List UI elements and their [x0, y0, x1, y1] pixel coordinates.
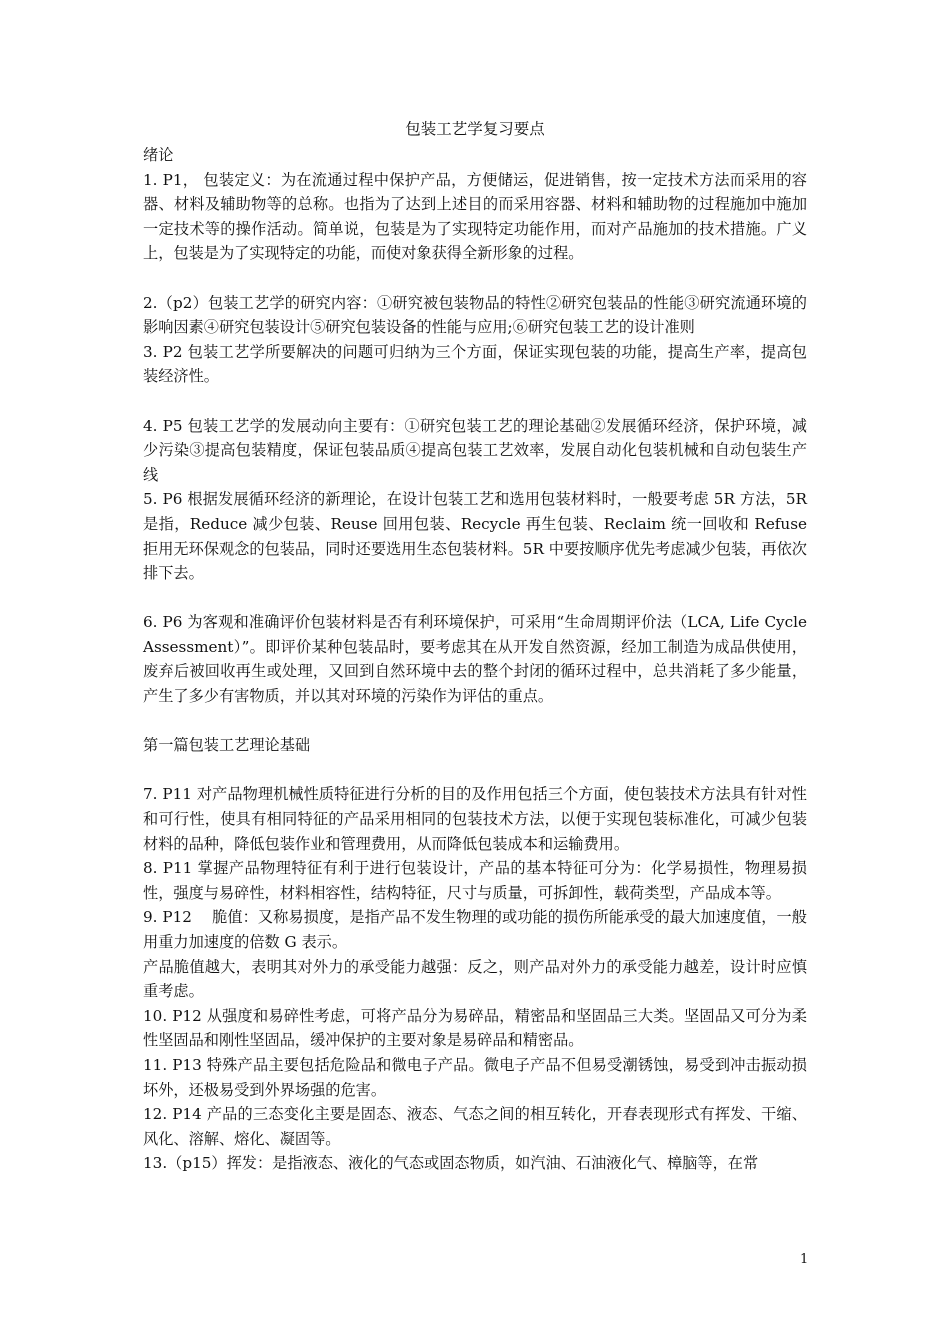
- paragraph: 3. P2 包装工艺学所要解决的问题可归纳为三个方面，保证实现包装的功能，提高生产率，提高包装经济性。: [143, 342, 807, 386]
- paragraph: 产品脆值越大，表明其对外力的承受能力越强：反之，则产品对外力的承受能力越差，设计时应慎重考虑。: [143, 957, 807, 1001]
- paragraph: 7. P11 对产品物理机械性质特征进行分析的目的及作用包括三个方面，使包装技术方法具有针对性和可行性，使具有相同特征的产品采用相同的包装技术方法，以便于实现包装标准化，可减少包装材料的品种，降低包装作业和管理费用，从而降低包装成本和运输费用。: [143, 785, 807, 853]
- paragraph: 11. P13 特殊产品主要包括危险品和微电子产品。微电子产品不但易受潮锈蚀，易受到冲击振动损坏外，还极易受到外界场强的危害。: [143, 1055, 807, 1099]
- paragraph-spacer: [143, 758, 807, 783]
- paragraph: 2.（p2）包装工艺学的研究内容：①研究被包装物品的特性②研究包装品的性能③研究流通环境的影响因素④研究包装设计⑤研究包装设备的性能与应用;⑥研究包装工艺的设计准则: [143, 293, 807, 337]
- paragraph: 10. P12 从强度和易碎性考虑，可将产品分为易碎品，精密品和坚固品三大类。坚固品又可分为柔性坚固品和刚性坚固品，缓冲保护的主要对象是易碎品和精密品。: [143, 1006, 807, 1050]
- paragraph: 第一篇包装工艺理论基础: [143, 736, 311, 755]
- paragraph: 12. P14 产品的三态变化主要是固态、液态、气态之间的相互转化，开春表现形式有挥发、干缩、风化、溶解、熔化、凝固等。: [143, 1105, 807, 1148]
- paragraph: 13.（p15）挥发：是指液态、液化的气态或固态物质，如汽油、石油液化气、樟脑等，在常: [143, 1154, 759, 1173]
- document-body: [143, 143, 807, 1176]
- paragraph: 6. P6 为客观和准确评价包装材料是否有利环境保护，可采用“生命周期评价法（LCA, Life Cycle Assessment）”。即评价某种包装品时，要考虑其在从开发自然资源，经加工制造为成品供使用，废弃后被回收再生或处理，又回到自然环境中去的整个封闭的循环过程中，总共消耗了多少能量，产生了多少有害物质，并以其对环境的污染作为评估的重点。: [143, 613, 807, 706]
- paragraph: 9. P12 脆值：又称易损度，是指产品不发生物理的或功能的损伤所能承受的最大加速度值，一般用重力加速度的倍数 G 表示。: [143, 908, 807, 951]
- paragraph-spacer: [143, 389, 807, 414]
- section-heading: 绪论: [143, 146, 174, 164]
- paragraph-spacer: [143, 586, 807, 611]
- paragraph-spacer: [143, 266, 807, 291]
- paragraph: 1. P1， 包装定义：为在流通过程中保护产品，方便储运，促进销售，按一定技术方法而采用的容器、材料及辅助物等的总称。也指为了达到上述目的而采用容器、材料和辅助物的过程施加中施加一定技术等的操作活动。简单说，包装是为了实现特定功能作用，而对产品施加的技术措施。广义上，包装是为了实现特定的功能，而使对象获得全新形象的过程。: [143, 170, 807, 263]
- paragraph: 4. P5 包装工艺学的发展动向主要有：①研究包装工艺的理论基础②发展循环经济，保护环境，减少污染③提高包装精度，保证包装品质④提高包装工艺效率，发展自动化包装机械和自动包装生产线: [143, 416, 807, 484]
- page-title: 包装工艺学复习要点: [405, 120, 545, 138]
- paragraph: 8. P11 掌握产品物理特征有利于进行包装设计，产品的基本特征可分为：化学易损性，物理易损性，强度与易碎性，材料相容性，结构特征，尺寸与质量，可拆卸性，载荷类型，产品成本等。: [143, 859, 807, 902]
- paragraph-spacer: [143, 709, 807, 734]
- page-number: 1: [800, 1252, 809, 1267]
- paragraph: 5. P6 根据发展循环经济的新理论，在设计包装工艺和选用包装材料时，一般要考虑 5R 方法，5R 是指，Reduce 减少包装、Reuse 回用包装、Recycle 再生包装、Reclaim 统一回收和 Refuse 拒用无环保观念的包装品，同时还要选用生态包装材料。5R 中要按顺序优先考虑减少包装，再依次排下去。: [143, 490, 807, 583]
